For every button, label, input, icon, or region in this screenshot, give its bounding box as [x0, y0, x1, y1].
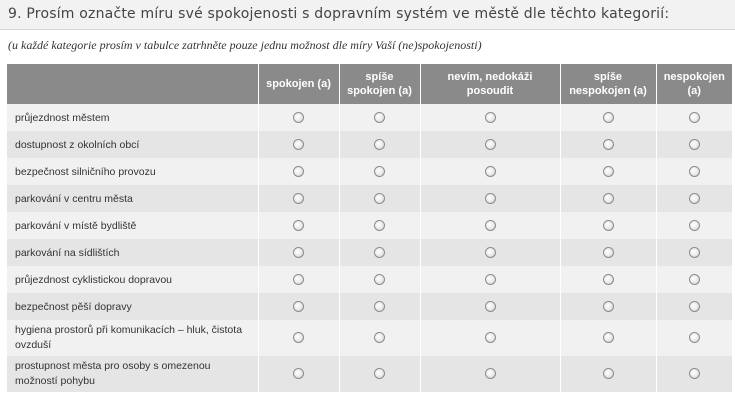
- table-row: [7, 293, 732, 320]
- table-row: [7, 185, 732, 212]
- question-header: [0, 0, 735, 30]
- header-spise-nespokojen: spíše nespokojen (a): [560, 64, 656, 104]
- table-row: [7, 266, 732, 293]
- row-label: průjezdnost městem: [7, 104, 258, 131]
- radio-button[interactable]: [603, 274, 614, 285]
- radio-button[interactable]: [603, 220, 614, 231]
- radio-button[interactable]: [374, 301, 385, 312]
- radio-button[interactable]: [689, 166, 700, 177]
- header-row: [7, 64, 732, 104]
- radio-button[interactable]: [374, 193, 385, 204]
- radio-button[interactable]: [603, 368, 614, 379]
- radio-button[interactable]: [689, 220, 700, 231]
- radio-button[interactable]: [485, 220, 496, 231]
- radio-button[interactable]: [293, 139, 304, 150]
- radio-button[interactable]: [485, 112, 496, 123]
- table-row: [7, 104, 732, 131]
- header-spise-spokojen: spíše spokojen (a): [339, 64, 420, 104]
- radio-button[interactable]: [293, 220, 304, 231]
- satisfaction-matrix: [7, 64, 732, 392]
- radio-button[interactable]: [485, 193, 496, 204]
- radio-button[interactable]: [689, 301, 700, 312]
- row-label: hygiena prostorů při komunikacích – hluk, čistota ovzduší: [7, 320, 258, 356]
- radio-button[interactable]: [485, 301, 496, 312]
- radio-button[interactable]: [485, 332, 496, 343]
- radio-button[interactable]: [603, 112, 614, 123]
- radio-button[interactable]: [485, 139, 496, 150]
- radio-button[interactable]: [689, 139, 700, 150]
- header-nevim: nevím, nedokáži posoudit: [420, 64, 560, 104]
- radio-button[interactable]: [689, 112, 700, 123]
- table-row: [7, 131, 732, 158]
- radio-button[interactable]: [689, 368, 700, 379]
- radio-button[interactable]: [603, 139, 614, 150]
- row-label: bezpečnost silničního provozu: [7, 158, 258, 185]
- radio-button[interactable]: [374, 368, 385, 379]
- radio-button[interactable]: [689, 274, 700, 285]
- table-row: [7, 239, 732, 266]
- radio-button[interactable]: [485, 274, 496, 285]
- radio-button[interactable]: [293, 247, 304, 258]
- table-row: [7, 158, 732, 185]
- radio-button[interactable]: [293, 368, 304, 379]
- radio-button[interactable]: [374, 332, 385, 343]
- radio-button[interactable]: [293, 274, 304, 285]
- radio-button[interactable]: [485, 247, 496, 258]
- radio-button[interactable]: [374, 247, 385, 258]
- table-row: [7, 320, 732, 356]
- row-label: parkování v místě bydliště: [7, 212, 258, 239]
- row-label: bezpečnost pěší dopravy: [7, 293, 258, 320]
- radio-button[interactable]: [689, 332, 700, 343]
- radio-button[interactable]: [689, 193, 700, 204]
- radio-button[interactable]: [293, 193, 304, 204]
- table-row: [7, 212, 732, 239]
- header-spokojen: spokojen (a): [258, 64, 339, 104]
- radio-button[interactable]: [374, 139, 385, 150]
- table-row: [7, 356, 732, 392]
- radio-button[interactable]: [603, 332, 614, 343]
- radio-button[interactable]: [689, 247, 700, 258]
- radio-button[interactable]: [374, 166, 385, 177]
- radio-button[interactable]: [603, 247, 614, 258]
- row-label: prostupnost města pro osoby s omezenou možností pohybu: [7, 356, 258, 392]
- row-label: parkování na sídlištích: [7, 239, 258, 266]
- radio-button[interactable]: [374, 112, 385, 123]
- question-title: 9. Prosím označte míru své spokojenosti s dopravním systém ve městě dle těchto kategorií:: [8, 6, 670, 22]
- radio-button[interactable]: [293, 301, 304, 312]
- radio-button[interactable]: [293, 112, 304, 123]
- row-label: parkování v centru města: [7, 185, 258, 212]
- header-blank: [7, 64, 258, 104]
- header-nespokojen: nespokojen (a): [656, 64, 732, 104]
- radio-button[interactable]: [603, 166, 614, 177]
- radio-button[interactable]: [293, 166, 304, 177]
- radio-button[interactable]: [485, 368, 496, 379]
- radio-button[interactable]: [603, 301, 614, 312]
- row-label: dostupnost z okolních obcí: [7, 131, 258, 158]
- question-instruction: (u každé kategorie prosím v tabulce zatrhněte pouze jednu možnost dle míry Vaší (ne)spokojenosti): [8, 38, 482, 52]
- radio-button[interactable]: [374, 220, 385, 231]
- radio-button[interactable]: [603, 193, 614, 204]
- radio-button[interactable]: [293, 332, 304, 343]
- row-label: průjezdnost cyklistickou dopravou: [7, 266, 258, 293]
- radio-button[interactable]: [374, 274, 385, 285]
- radio-button[interactable]: [485, 166, 496, 177]
